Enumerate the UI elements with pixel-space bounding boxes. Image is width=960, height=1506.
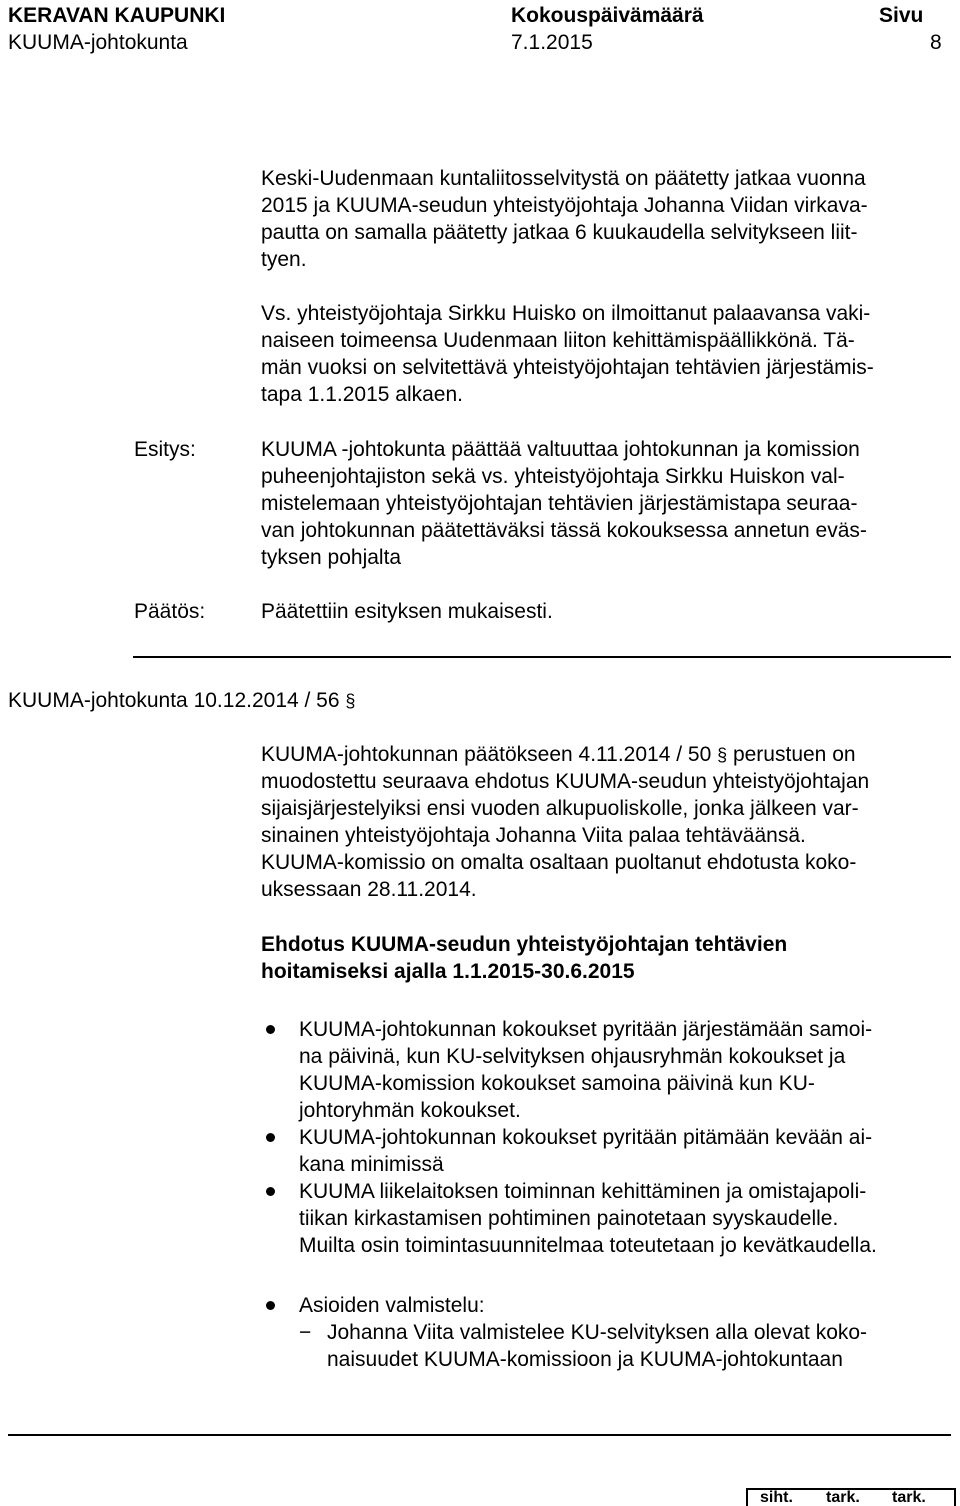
- text-line: KUUMA liikelaitoksen toiminnan kehittäminen ja omistajapoli-: [299, 1180, 867, 1203]
- header-date-label: Kokouspäivämäärä: [511, 4, 704, 27]
- esitys-label: Esitys:: [134, 438, 196, 461]
- section-divider: [133, 656, 951, 658]
- section-title-text: KUUMA-johtokunta 10.12.2014 / 56: [8, 689, 340, 712]
- section-mark-icon: §: [717, 745, 728, 765]
- text-line: 2015 ja KUUMA-seudun yhteistyöjohtaja Johanna Viidan virkava-: [261, 194, 868, 217]
- intro-paragraph-1: [261, 165, 951, 273]
- text-line: naisuudet KUUMA-komissioon ja KUUMA-johtokuntaan: [327, 1348, 843, 1371]
- text-line: Keski-Uudenmaan kuntaliitosselvitystä on päätetty jatkaa vuonna: [261, 167, 866, 190]
- text-line: [261, 741, 951, 768]
- paatos-label: Päätös:: [134, 600, 206, 623]
- text-line: puheenjohtajiston sekä vs. yhteistyöjohtaja Sirkku Huiskon val-: [261, 465, 845, 488]
- text-line: tyen.: [261, 248, 307, 271]
- text-line: KUUMA-komissio on omalta osaltaan puoltanut ehdotusta koko-: [261, 851, 857, 874]
- text-line: sijaisjärjestelyiksi ensi vuoden alkupuoliskolle, jonka jälkeen var-: [261, 797, 859, 820]
- text-line: Ehdotus KUUMA-seudun yhteistyöjohtajan tehtävien: [261, 933, 788, 956]
- bullet-icon: [266, 1025, 275, 1034]
- text-line: Johanna Viita valmistelee KU-selvityksen alla olevat koko-: [327, 1321, 868, 1344]
- text-line: tiikan kirkastamisen pohtiminen painotetaan syyskaudelle.: [299, 1207, 839, 1230]
- proposal-heading: [261, 931, 951, 985]
- body-paragraph: [261, 741, 951, 903]
- bullet-icon: [266, 1187, 275, 1196]
- text-line: KUUMA -johtokunta päättää valtuuttaa johtokunnan ja komission: [261, 438, 860, 461]
- preparation-sub-item: [299, 1319, 949, 1373]
- signature-checker-2: tark.: [892, 1489, 926, 1506]
- list-item: [261, 1016, 951, 1124]
- text-fragment: perustuen on: [732, 743, 856, 766]
- text-line: KUUMA-johtokunnan kokoukset pyritään järjestämään samoi-: [299, 1018, 873, 1041]
- text-line: van johtokunnan päätettäväksi tässä kokouksessa annetun eväs-: [261, 519, 867, 542]
- dash-icon: −: [299, 1321, 312, 1344]
- text-line: Muilta osin toimintasuunnitelmaa toteutetaan jo kevätkaudella.: [299, 1234, 877, 1257]
- text-line: sinainen yhteistyöjohtaja Johanna Viita palaa tehtäväänsä.: [261, 824, 806, 847]
- bullet-icon: [266, 1301, 275, 1310]
- text-line: muodostettu seuraava ehdotus KUUMA-seudun yhteistyöjohtajan: [261, 770, 870, 793]
- page-header: [0, 0, 960, 58]
- text-line: johtoryhmän kokoukset.: [299, 1099, 521, 1122]
- intro-paragraph-2: [261, 300, 951, 408]
- signature-secretary: siht.: [760, 1489, 793, 1506]
- text-line: Asioiden valmistelu:: [299, 1294, 485, 1317]
- text-line: naiseen toimeensa Uudenmaan liiton kehittämispäällikkönä. Tä-: [261, 329, 855, 352]
- text-line: hoitamiseksi ajalla 1.1.2015-30.6.2015: [261, 960, 635, 983]
- text-line: mistelemaan yhteistyöjohtajan tehtävien järjestämistapa seuraa-: [261, 492, 858, 515]
- bullet-icon: [266, 1133, 275, 1142]
- section-mark-icon: §: [345, 691, 356, 711]
- header-page-label: Sivu: [879, 4, 924, 27]
- text-line: na päivinä, kun KU-selvityksen ohjausryhmän kokoukset ja: [299, 1045, 846, 1068]
- text-line: pautta on samalla päätetty jatkaa 6 kuukaudella selvitykseen liit-: [261, 221, 858, 244]
- list-item: [261, 1292, 951, 1319]
- text-line: Päätettiin esityksen mukaisesti.: [261, 600, 553, 623]
- list-item: [261, 1124, 951, 1178]
- preparation-bullet-list: [261, 1292, 951, 1319]
- header-body: KUUMA-johtokunta: [8, 31, 188, 54]
- list-item: [261, 1178, 951, 1259]
- text-line: män vuoksi on selvitettävä yhteistyöjohtajan tehtävien järjestämis-: [261, 356, 874, 379]
- paatos-text: [261, 598, 951, 625]
- text-line: kana minimissä: [299, 1153, 444, 1176]
- text-line: KUUMA-johtokunnan kokoukset pyritään pitämään kevään ai-: [299, 1126, 873, 1149]
- esitys-text: [261, 436, 951, 571]
- text-line: tapa 1.1.2015 alkaen.: [261, 383, 464, 406]
- text-line: Vs. yhteistyöjohtaja Sirkku Huisko on ilmoittanut palaavansa vaki-: [261, 302, 871, 325]
- proposal-bullet-list: [261, 1016, 951, 1259]
- header-page-number: 8: [930, 31, 942, 54]
- header-date: 7.1.2015: [511, 31, 593, 54]
- footer-divider: [8, 1434, 951, 1436]
- header-org: KERAVAN KAUPUNKI: [8, 4, 226, 27]
- text-line: tyksen pohjalta: [261, 546, 402, 569]
- text-line: uksessaan 28.11.2014.: [261, 878, 477, 901]
- text-line: KUUMA-komission kokoukset samoina päivinä kun KU-: [299, 1072, 815, 1095]
- section-title: [8, 687, 355, 715]
- text-fragment: KUUMA-johtokunnan päätökseen 4.11.2014 / 50: [261, 743, 712, 766]
- signature-box: [746, 1488, 956, 1506]
- signature-checker-1: tark.: [826, 1489, 860, 1506]
